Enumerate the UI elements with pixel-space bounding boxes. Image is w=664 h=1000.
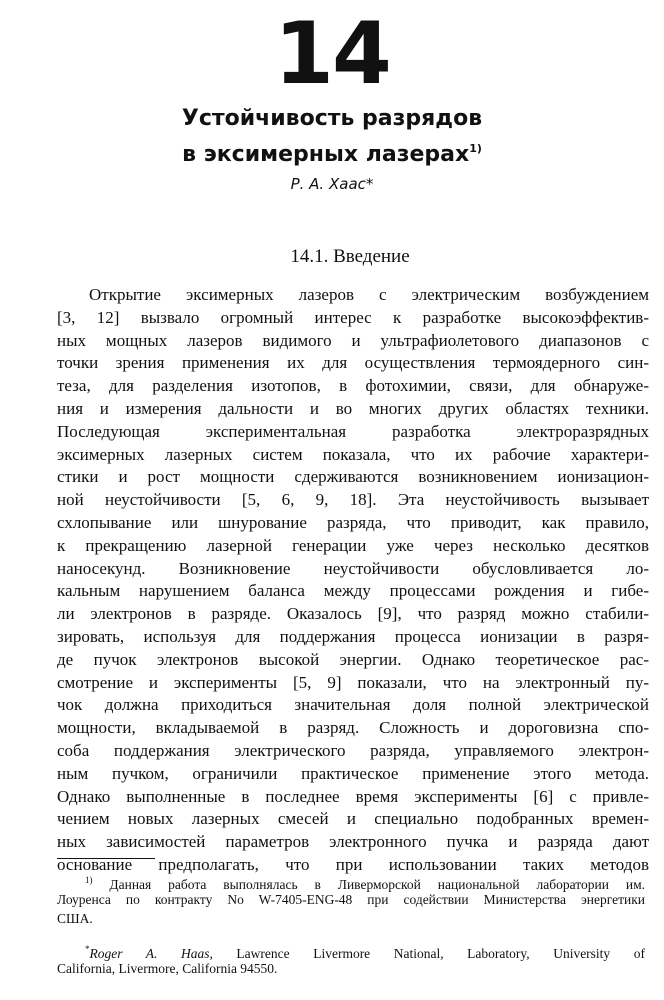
footnote-divider (57, 858, 155, 859)
body-paragraph (57, 284, 649, 877)
body-line: смотрение и эксперименты [5, 9] показали, что на электронный пу- (57, 672, 649, 692)
body-line: мощности, вкладываемой в разряд. Сложность и дороговизна спо- (57, 718, 649, 738)
body-line: точки зрения применения их для осуществления термоядерного син- (57, 353, 649, 373)
body-line: соба поддержания электрического разряда, управляемого электрон- (57, 740, 649, 760)
body-line: Открытие эксимерных лазеров с электрическим возбуждением (89, 285, 649, 304)
body-line: схлопывание или шнурование разряда, что приводит, как правило, (57, 512, 649, 532)
body-line: зировать, используя для поддержания процесса ионизации в разря- (57, 626, 649, 646)
body-line: ной неустойчивости [5, 6, 9, 18]. Эта неустойчивость вызывает (57, 490, 649, 510)
body-line: кальным нарушением баланса между процессами рождения и гибе- (57, 581, 649, 601)
chapter-title-line-1: Устойчивость разрядов (181, 106, 483, 131)
body-line: Однако выполненные в последнее время эксперименты [6] с привле- (57, 786, 649, 806)
body-line: ных мощных лазеров видимого и ультрафиолетового диапазонов с (57, 330, 649, 350)
section-heading: 14.1. Введение (290, 246, 410, 267)
footnote-2-line-2: California, Livermore, California 94550. (57, 961, 278, 976)
footnotes (57, 871, 645, 978)
footnote-1-line-2: Лоуренса по контракту No W-7405-ENG-48 при содействии Министерства энергетики (57, 892, 645, 907)
footnote-2-affiliation: Lawrence Livermore National, Laboratory, University of (212, 946, 645, 961)
footnote-1-marker: 1) (85, 875, 93, 885)
chapter-author: Р. А. Хаас* (290, 175, 374, 193)
footnote-1-line-1 (57, 871, 645, 890)
chapter-title (0, 104, 664, 170)
body-line: основание предполагать, что при использовании таких методов (57, 854, 649, 874)
footnote-1-line-3: США. (57, 911, 93, 926)
body-line: эксимерных лазерных систем показала, что их рабочие характери- (57, 444, 649, 464)
body-line: Последующая экспериментальная разработка электроразрядных (57, 421, 649, 441)
body-line: наносекунд. Возникновение неустойчивости обусловливается ло- (57, 558, 649, 578)
body-line: чок должна приходиться значительная доля полной электрической (57, 695, 649, 715)
footnote-1-text: Данная работа выполнялась в Ливерморской национальной лаборатории им. (92, 877, 645, 892)
chapter-number: 14 (274, 4, 390, 104)
footnote-gap (57, 928, 645, 940)
body-line: ным пучком, ограничили практическое применение этого метода. (57, 763, 649, 783)
body-line: чением новых лазерных смесей и специально подобранных времен- (57, 809, 649, 829)
body-line: [3, 12] вызвало огромный интерес к разработке высокоэффектив- (57, 307, 649, 327)
body-line: стики и рост мощности сдерживаются возникновением ионизацион- (57, 467, 649, 487)
body-line: ных зависимостей параметров электронного пучка и разряда дают (57, 832, 649, 852)
chapter-title-line-2-text: в эксимерных лазерах (182, 142, 470, 167)
footnote-2-marker: * (85, 944, 90, 954)
body-line: ния и измерения дальности и во многих других областях техники. (57, 398, 649, 418)
body-line: де пучок электронов высокой энергии. Однако теоретическое рас- (57, 649, 649, 669)
footnote-2-author: Roger A. Haas, (89, 946, 213, 961)
footnote-2-line-1 (57, 940, 645, 959)
body-line: ли электронов в разряде. Оказалось [9], что разряд можно стабили- (57, 604, 649, 624)
footnote-ref-1[interactable]: 1) (469, 142, 482, 155)
body-line: к прекращению лазерной генерации уже через несколько десятков (57, 535, 649, 555)
chapter-title-line-2 (0, 134, 664, 170)
body-line: теза, для разделения изотопов, в фотохимии, связи, для обнаруже- (57, 376, 649, 396)
